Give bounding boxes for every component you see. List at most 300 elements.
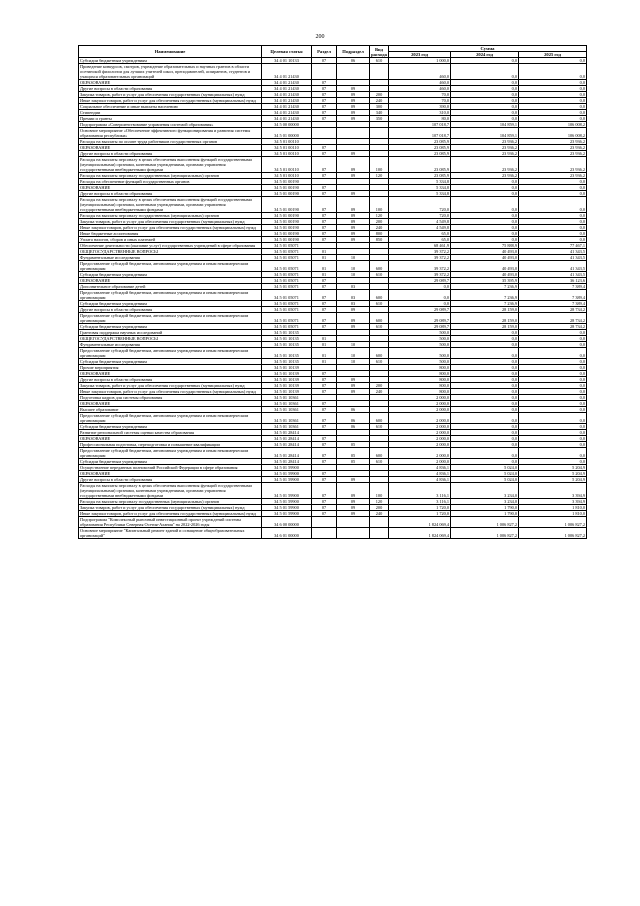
- cell-name: Основное мероприятие "Капитальный ремонт зданий и оснащение общеобразовательных организаций": [79, 528, 262, 539]
- cell-code: 34 5 01 10361: [262, 424, 312, 430]
- cell-2023: 500,0: [389, 348, 451, 359]
- header-code: Целевая статья: [262, 46, 312, 58]
- cell-code: 34 5 01 05071: [262, 290, 312, 301]
- cell-section: 07: [312, 58, 337, 64]
- cell-code: 34 5 01 10361: [262, 407, 312, 413]
- cell-expense-type: 200: [370, 505, 389, 511]
- cell-2023: 70,0: [389, 98, 451, 104]
- cell-section: 07: [312, 448, 337, 459]
- cell-expense-type: 120: [370, 499, 389, 505]
- cell-name: Расходы на выплаты персоналу в целях обеспечения выполнения функций государственными (муниципальными) органами, казенными учреждениями, органами управления государственными внебюджетными фондами: [79, 197, 262, 213]
- cell-2023: 29 089,7: [389, 313, 451, 324]
- cell-subsection: 09: [337, 377, 370, 383]
- cell-2025: 0,0: [519, 336, 587, 342]
- cell-code: 34 5 01 10139: [262, 371, 312, 377]
- cell-2024: 0,0: [451, 104, 519, 110]
- cell-section: 01: [312, 261, 337, 272]
- header-2025: 2025 год: [519, 52, 587, 58]
- cell-name: Закупка товаров, работ и услуг для обеспечения государственных (муниципальных) нужд: [79, 92, 262, 98]
- cell-name: Другие вопросы в области образования: [79, 191, 262, 197]
- cell-2025: 3 394,9: [519, 483, 587, 499]
- cell-2024: 28 159,0: [451, 307, 519, 313]
- cell-subsection: 05: [337, 442, 370, 448]
- cell-section: 07: [312, 307, 337, 313]
- cell-2025: 0,0: [519, 92, 587, 98]
- cell-2023: 2 000,0: [389, 401, 451, 407]
- cell-code: 34 5 01 05071: [262, 261, 312, 272]
- cell-section: 01: [312, 249, 337, 255]
- cell-name: Расходы на выплаты персоналу государственных (муниципальных) органов: [79, 213, 262, 219]
- cell-code: 34 5 01 05071: [262, 307, 312, 313]
- cell-2025: 0,0: [519, 348, 587, 359]
- cell-2025: 0,0: [519, 98, 587, 104]
- cell-expense-type: [370, 528, 389, 539]
- cell-name: ОБРАЗОВАНИЕ: [79, 80, 262, 86]
- cell-name: Фундаментальные исследования: [79, 255, 262, 261]
- cell-2025: 5 204,9: [519, 471, 587, 477]
- header-expense-type: Вид расхода: [371, 46, 387, 57]
- cell-section: 07: [312, 104, 337, 110]
- cell-2023: 65,0: [389, 237, 451, 243]
- cell-section: 07: [312, 383, 337, 389]
- cell-2024: 5 024,0: [451, 471, 519, 477]
- cell-2023: 310,0: [389, 110, 451, 116]
- cell-code: 34 5 01 00110: [262, 157, 312, 173]
- cell-name: Другие вопросы в области образования: [79, 377, 262, 383]
- cell-2025: 41 343,5: [519, 249, 587, 255]
- cell-2024: 7 236,9: [451, 284, 519, 290]
- cell-subsection: 10: [337, 359, 370, 365]
- cell-2024: 0,0: [451, 342, 519, 348]
- cell-2025: 0,0: [519, 436, 587, 442]
- cell-name: ОБРАЗОВАНИЕ: [79, 471, 262, 477]
- cell-2024: 35 395,9: [451, 278, 519, 284]
- cell-code: 34 4 01 21430: [262, 86, 312, 92]
- cell-2023: 1 720,0: [389, 505, 451, 511]
- cell-2025: 77 467,1: [519, 243, 587, 249]
- cell-code: 34 5 01 00190: [262, 191, 312, 197]
- cell-code: 34 5 01 59900: [262, 511, 312, 517]
- cell-2024: 0,0: [451, 383, 519, 389]
- cell-2025: 1 006 827,2: [519, 528, 587, 539]
- cell-code: 34 5 01 10361: [262, 395, 312, 401]
- cell-2025: 23 936,2: [519, 145, 587, 151]
- cell-subsection: 03: [337, 284, 370, 290]
- cell-code: 34 4 01 21430: [262, 104, 312, 110]
- cell-2024: 28 159,0: [451, 313, 519, 324]
- cell-code: 34 5 01 28414: [262, 436, 312, 442]
- cell-section: 07: [312, 219, 337, 225]
- cell-expense-type: 340: [370, 110, 389, 116]
- header-2024: 2024 год: [451, 52, 519, 58]
- cell-2023: 0,0: [389, 284, 451, 290]
- cell-2024: 0,0: [451, 110, 519, 116]
- cell-subsection: 09: [337, 219, 370, 225]
- cell-2024: 0,0: [451, 197, 519, 213]
- table-row: [79, 517, 587, 528]
- cell-code: 34 5 01 05071: [262, 272, 312, 278]
- header-2023: 2023 год: [389, 52, 451, 58]
- cell-name: Подпрограмма "Комплексный рыночный инвестиционный проект учреждений системы образования Республики Северная Осетия-Алания" на 2022-2026 годы: [79, 517, 262, 528]
- cell-subsection: 10: [337, 348, 370, 359]
- cell-name: Другие вопросы в области образования: [79, 86, 262, 92]
- cell-2024: 0,0: [451, 225, 519, 231]
- cell-subsection: [337, 517, 370, 528]
- cell-2025: 1 810,0: [519, 505, 587, 511]
- cell-2023: 460,0: [389, 86, 451, 92]
- table-row: [79, 413, 587, 424]
- cell-name: Развитие региональной системы оценки качества образования: [79, 430, 262, 436]
- cell-expense-type: 200: [370, 219, 389, 225]
- table-row: [79, 313, 587, 324]
- cell-subsection: 09: [337, 110, 370, 116]
- cell-name: Предоставление субсидий бюджетным, автономным учреждениям и иным некоммерческим организациям: [79, 448, 262, 459]
- table-row: [79, 290, 587, 301]
- cell-2025: 0,0: [519, 342, 587, 348]
- cell-2025: 0,0: [519, 86, 587, 92]
- cell-code: 34 5 01 05071: [262, 313, 312, 324]
- cell-2023: 800,0: [389, 389, 451, 395]
- cell-subsection: 09: [337, 237, 370, 243]
- cell-code: 34 6 00 00000: [262, 517, 312, 528]
- cell-2025: 0,0: [519, 58, 587, 64]
- cell-2025: 0,0: [519, 448, 587, 459]
- cell-2025: 0,0: [519, 191, 587, 197]
- cell-2023: 1 824 069,4: [389, 517, 451, 528]
- cell-2024: 40 493,0: [451, 255, 519, 261]
- cell-2023: 2 000,0: [389, 436, 451, 442]
- cell-2023: 2 000,0: [389, 448, 451, 459]
- cell-2023: 800,0: [389, 365, 451, 371]
- cell-expense-type: 600: [370, 290, 389, 301]
- header-subsection: Подраздел: [337, 46, 370, 58]
- cell-section: 07: [312, 92, 337, 98]
- cell-expense-type: 240: [370, 98, 389, 104]
- table-header: [79, 46, 587, 58]
- cell-2024: 40 493,0: [451, 249, 519, 255]
- cell-subsection: 09: [337, 307, 370, 313]
- cell-code: 34 5 01 10135: [262, 330, 312, 336]
- cell-2025: 7 389,4: [519, 301, 587, 307]
- cell-2023: 5 334,8: [389, 179, 451, 185]
- cell-2025: 0,0: [519, 389, 587, 395]
- cell-subsection: 09: [337, 499, 370, 505]
- cell-expense-type: 120: [370, 213, 389, 219]
- cell-2024: 1 006 827,2: [451, 528, 519, 539]
- cell-2023: 2 000,0: [389, 424, 451, 430]
- cell-code: 34 5 01 00110: [262, 145, 312, 151]
- cell-section: 07: [312, 278, 337, 284]
- cell-2024: 7 236,9: [451, 301, 519, 307]
- cell-subsection: 09: [337, 225, 370, 231]
- cell-section: 07: [312, 197, 337, 213]
- cell-name: ОБЩЕГОСУДАРСТВЕННЫЕ ВОПРОСЫ: [79, 336, 262, 342]
- cell-2025: 5 204,9: [519, 477, 587, 483]
- cell-2023: 5 334,8: [389, 191, 451, 197]
- cell-2024: 28 159,0: [451, 324, 519, 330]
- cell-name: Субсидии бюджетным учреждениям: [79, 272, 262, 278]
- cell-2023: 500,0: [389, 342, 451, 348]
- cell-2025: 0,0: [519, 231, 587, 237]
- cell-2024: 0,0: [451, 98, 519, 104]
- cell-2024: 0,0: [451, 442, 519, 448]
- cell-2024: 7 236,9: [451, 290, 519, 301]
- cell-name: Закупка товаров, работ и услуг для обеспечения государственных (муниципальных) нужд: [79, 219, 262, 225]
- cell-name: Субсидии бюджетным учреждениям: [79, 301, 262, 307]
- cell-subsection: 06: [337, 407, 370, 413]
- cell-2025: 5 204,9: [519, 465, 587, 471]
- cell-code: 34 4 01 10133: [262, 58, 312, 64]
- cell-2023: 1 000,0: [389, 58, 451, 64]
- cell-code: 34 5 01 05071: [262, 324, 312, 330]
- cell-name: Иные закупки товаров, работ и услуг для обеспечения государственных (муниципальных) нужд: [79, 98, 262, 104]
- cell-code: 34 5 01 10139: [262, 383, 312, 389]
- cell-2023: 3 116,1: [389, 483, 451, 499]
- cell-2023: 2 000,0: [389, 413, 451, 424]
- cell-subsection: 10: [337, 255, 370, 261]
- cell-code: 34 5 01 05071: [262, 278, 312, 284]
- cell-expense-type: 100: [370, 483, 389, 499]
- cell-2024: 3 234,0: [451, 483, 519, 499]
- cell-code: 34 5 01 28414: [262, 459, 312, 465]
- cell-2023: 39 372,2: [389, 249, 451, 255]
- cell-section: 07: [312, 157, 337, 173]
- cell-code: 34 4 01 21430: [262, 92, 312, 98]
- cell-name: Проведение конкурсов, смотров, учреждение образовательных и научных грантов в области осетинской филологии для лучших учителей школ, преподавателей, аспирантов, студентов и учащихся образовательных организаций: [79, 64, 262, 80]
- cell-2025: 28 734,2: [519, 324, 587, 330]
- cell-2023: 460,0: [389, 64, 451, 80]
- cell-2025: 0,0: [519, 197, 587, 213]
- cell-code: 34 4 01 21430: [262, 80, 312, 86]
- cell-section: 07: [312, 116, 337, 122]
- cell-2023: 70,0: [389, 92, 451, 98]
- cell-2025: 0,0: [519, 237, 587, 243]
- cell-code: 34 5 01 59900: [262, 465, 312, 471]
- cell-expense-type: 850: [370, 237, 389, 243]
- cell-name: Уплата налогов, сборов и иных платежей: [79, 237, 262, 243]
- cell-2023: 68 461,9: [389, 243, 451, 249]
- cell-expense-type: 100: [370, 197, 389, 213]
- cell-2024: 104 859,1: [451, 122, 519, 128]
- cell-section: 07: [312, 173, 337, 179]
- cell-section: 07: [312, 483, 337, 499]
- header-name: Наименование: [79, 46, 262, 58]
- cell-section: 07: [312, 424, 337, 430]
- cell-2025: 7 389,4: [519, 284, 587, 290]
- cell-section: 07: [312, 401, 337, 407]
- cell-expense-type: 610: [370, 272, 389, 278]
- cell-2024: 75 888,9: [451, 243, 519, 249]
- cell-name: Подготовка кадров для системы образования: [79, 395, 262, 401]
- cell-expense-type: 610: [370, 459, 389, 465]
- cell-2024: 0,0: [451, 330, 519, 336]
- cell-2025: 106 008,2: [519, 122, 587, 128]
- cell-2025: 23 936,2: [519, 139, 587, 145]
- cell-code: 34 5 00 00000: [262, 122, 312, 128]
- cell-name: Прочие мероприятия: [79, 365, 262, 371]
- cell-section: 01: [312, 272, 337, 278]
- cell-code: 34 5 01 10135: [262, 336, 312, 342]
- cell-2024: 23 936,2: [451, 173, 519, 179]
- cell-name: Предоставление субсидий бюджетным, автономным учреждениям и иным некоммерческим организациям: [79, 290, 262, 301]
- cell-name: Иные закупки товаров, работ и услуг для обеспечения государственных (муниципальных) нужд: [79, 511, 262, 517]
- cell-2023: 65,0: [389, 231, 451, 237]
- cell-2025: 0,0: [519, 383, 587, 389]
- cell-2023: 4 549,8: [389, 219, 451, 225]
- cell-section: 07: [312, 110, 337, 116]
- cell-2024: 0,0: [451, 179, 519, 185]
- cell-2025: 0,0: [519, 401, 587, 407]
- cell-2025: 28 734,2: [519, 313, 587, 324]
- cell-code: 34 5 01 59900: [262, 499, 312, 505]
- cell-code: 34 5 01 00190: [262, 197, 312, 213]
- table-row: [79, 448, 587, 459]
- cell-section: 07: [312, 185, 337, 191]
- cell-section: 07: [312, 459, 337, 465]
- cell-name: Иные закупки товаров, работ и услуг для обеспечения государственных (муниципальных) нужд: [79, 225, 262, 231]
- cell-2025: 0,0: [519, 442, 587, 448]
- cell-2023: 1 824 069,4: [389, 528, 451, 539]
- cell-2025: 1 006 827,2: [519, 517, 587, 528]
- cell-2023: 23 085,9: [389, 139, 451, 145]
- cell-code: 34 5 01 05071: [262, 255, 312, 261]
- cell-subsection: 09: [337, 151, 370, 157]
- cell-subsection: 09: [337, 98, 370, 104]
- cell-section: 07: [312, 231, 337, 237]
- table-row: [79, 528, 587, 539]
- cell-name: Обеспечение деятельности (оказание услуг) государственных учреждений в сфере образования: [79, 243, 262, 249]
- cell-2023: 2 000,0: [389, 395, 451, 401]
- cell-name: Расходы на выплаты персоналу в целях обеспечения выполнения функций государственными (муниципальными) органами, казенными учреждениями, органами управления государственными внебюджетными фондами: [79, 157, 262, 173]
- cell-name: ОБРАЗОВАНИЕ: [79, 185, 262, 191]
- cell-name: Другие вопросы в области образования: [79, 477, 262, 483]
- cell-2023: 460,0: [389, 80, 451, 86]
- cell-section: 07: [312, 213, 337, 219]
- cell-2024: 0,0: [451, 459, 519, 465]
- cell-2024: 0,0: [451, 336, 519, 342]
- cell-name: Осуществление переданных полномочий Российской Федерации в сфере образования: [79, 465, 262, 471]
- cell-section: 07: [312, 499, 337, 505]
- cell-2025: 23 936,2: [519, 157, 587, 173]
- cell-subsection: 09: [337, 157, 370, 173]
- cell-section: 01: [312, 336, 337, 342]
- cell-code: 34 5 01 10135: [262, 348, 312, 359]
- cell-2024: 0,0: [451, 191, 519, 197]
- cell-code: 34 4 01 21430: [262, 116, 312, 122]
- cell-name: Социальное обеспечение и иные выплаты населению: [79, 104, 262, 110]
- cell-section: 01: [312, 359, 337, 365]
- cell-code: 34 5 01 59900: [262, 477, 312, 483]
- cell-2023: 800,0: [389, 371, 451, 377]
- cell-name: Расходы на выплаты по оплате труда работников государственных органов: [79, 139, 262, 145]
- cell-2025: 0,0: [519, 213, 587, 219]
- cell-expense-type: 240: [370, 511, 389, 517]
- cell-expense-type: 600: [370, 348, 389, 359]
- cell-2025: 0,0: [519, 377, 587, 383]
- cell-2025: 0,0: [519, 365, 587, 371]
- cell-name: Другие вопросы в области образования: [79, 307, 262, 313]
- cell-2023: 29 089,7: [389, 278, 451, 284]
- cell-subsection: 06: [337, 424, 370, 430]
- cell-code: 34 5 01 05071: [262, 243, 312, 249]
- cell-2025: 1 810,0: [519, 511, 587, 517]
- cell-code: 34 5 01 59900: [262, 471, 312, 477]
- cell-2025: 41 343,5: [519, 272, 587, 278]
- cell-section: [312, 517, 337, 528]
- cell-2024: 0,0: [451, 80, 519, 86]
- table-row: [79, 128, 587, 139]
- cell-2024: 0,0: [451, 395, 519, 401]
- cell-section: 07: [312, 290, 337, 301]
- cell-code: 34 5 01 10139: [262, 389, 312, 395]
- cell-name: Иные закупки товаров, работ и услуг для обеспечения государственных (муниципальных) нужд: [79, 389, 262, 395]
- cell-subsection: 09: [337, 477, 370, 483]
- cell-subsection: 06: [337, 413, 370, 424]
- cell-2024: 0,0: [451, 213, 519, 219]
- cell-2024: 0,0: [451, 413, 519, 424]
- cell-2023: 23 085,9: [389, 173, 451, 179]
- cell-code: 34 5 01 00190: [262, 225, 312, 231]
- cell-subsection: [337, 64, 370, 80]
- cell-name: Предоставление субсидий бюджетным, автономным учреждениям и иным некоммерческим организациям: [79, 313, 262, 324]
- cell-2024: 23 936,2: [451, 139, 519, 145]
- cell-2025: 0,0: [519, 179, 587, 185]
- cell-section: 01: [312, 348, 337, 359]
- cell-subsection: 09: [337, 173, 370, 179]
- cell-2025: 0,0: [519, 116, 587, 122]
- cell-subsection: 09: [337, 483, 370, 499]
- cell-expense-type: 610: [370, 324, 389, 330]
- cell-2023: 720,0: [389, 213, 451, 219]
- cell-2023: 4 836,1: [389, 471, 451, 477]
- cell-name: ОБЩЕГОСУДАРСТВЕННЫЕ ВОПРОСЫ: [79, 249, 262, 255]
- cell-2025: 0,0: [519, 330, 587, 336]
- cell-section: 07: [312, 237, 337, 243]
- cell-expense-type: [370, 517, 389, 528]
- cell-2025: 0,0: [519, 459, 587, 465]
- cell-2025: 28 734,2: [519, 307, 587, 313]
- cell-name: ОБРАЗОВАНИЕ: [79, 371, 262, 377]
- cell-subsection: 10: [337, 272, 370, 278]
- cell-2025: 0,0: [519, 219, 587, 225]
- cell-subsection: 09: [337, 313, 370, 324]
- cell-2025: 41 343,5: [519, 255, 587, 261]
- cell-subsection: 05: [337, 448, 370, 459]
- cell-2025: 0,0: [519, 64, 587, 80]
- cell-expense-type: 610: [370, 301, 389, 307]
- cell-2023: 29 089,7: [389, 324, 451, 330]
- cell-2023: 2 000,0: [389, 407, 451, 413]
- cell-2024: 0,0: [451, 348, 519, 359]
- cell-code: 34 5 01 00110: [262, 151, 312, 157]
- cell-2023: 107 018,7: [389, 128, 451, 139]
- cell-2023: 4 549,8: [389, 225, 451, 231]
- cell-2025: 0,0: [519, 371, 587, 377]
- cell-code: 34 5 01 28414: [262, 442, 312, 448]
- cell-section: 07: [312, 98, 337, 104]
- cell-subsection: 09: [337, 231, 370, 237]
- table-row: [79, 483, 587, 499]
- cell-expense-type: 240: [370, 389, 389, 395]
- cell-name: ОБРАЗОВАНИЕ: [79, 145, 262, 151]
- cell-expense-type: 200: [370, 92, 389, 98]
- cell-subsection: 10: [337, 342, 370, 348]
- table-row: [79, 348, 587, 359]
- cell-2024: 0,0: [451, 116, 519, 122]
- cell-name: Расходы на выплаты персоналу государственных (муниципальных) органов: [79, 173, 262, 179]
- cell-subsection: 03: [337, 301, 370, 307]
- cell-name: Субсидии бюджетным учреждениям: [79, 324, 262, 330]
